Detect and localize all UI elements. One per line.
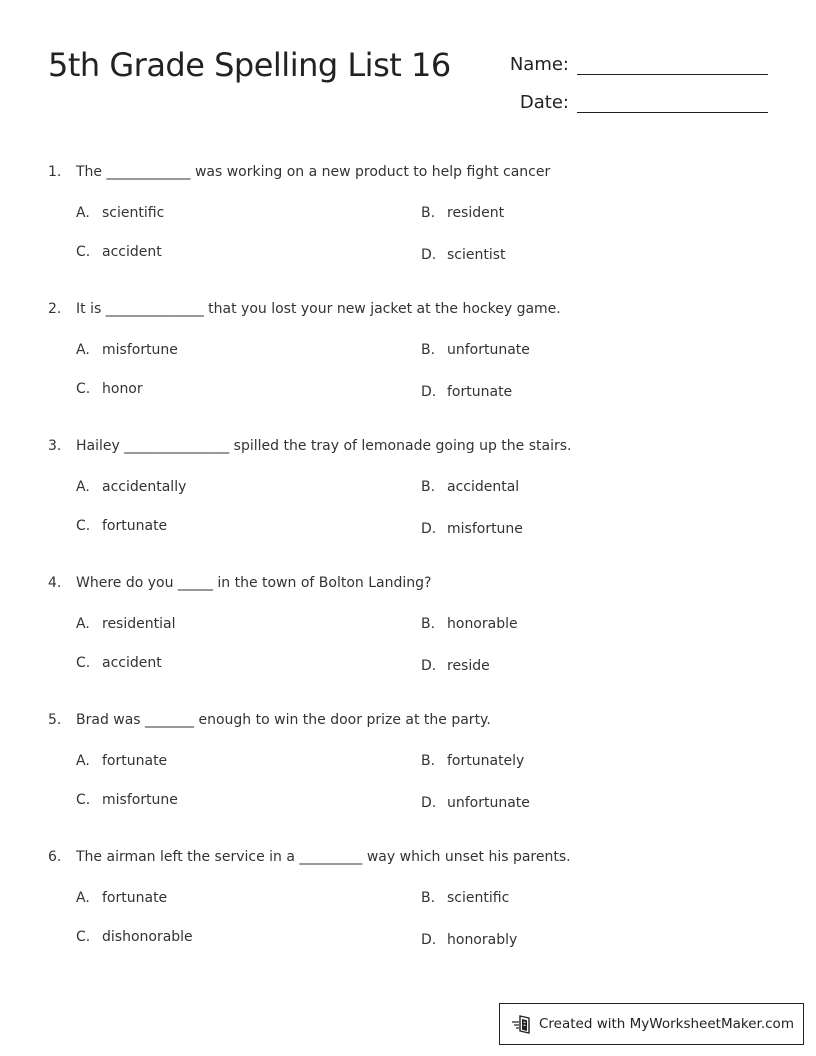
option-c <box>76 518 167 534</box>
question-text: The airman left the service in a _________ way which unset his parents. <box>76 849 571 865</box>
option-a <box>76 205 164 221</box>
question-stem <box>48 301 561 317</box>
option-text: residential <box>102 616 176 632</box>
option-b <box>421 616 518 632</box>
option-a <box>76 890 167 906</box>
option-letter: D. <box>421 384 437 400</box>
option-letter: A. <box>76 205 90 221</box>
option-text: misfortune <box>102 792 178 808</box>
question-stem <box>48 712 491 728</box>
question-text: It is ______________ that you lost your new jacket at the hockey game. <box>76 301 561 317</box>
question-number: 6. <box>48 849 62 865</box>
option-text: honorable <box>447 616 518 632</box>
option-text: accident <box>102 655 162 671</box>
option-text: fortunate <box>102 890 168 906</box>
option-d <box>421 932 517 948</box>
question-text: The ____________ was working on a new product to help fight cancer <box>76 164 551 180</box>
option-letter: C. <box>76 518 91 534</box>
option-letter: B. <box>421 616 436 632</box>
option-text: honor <box>102 381 143 397</box>
question-text: Where do you _____ in the town of Bolton Landing? <box>76 575 432 591</box>
option-letter: C. <box>76 929 91 945</box>
question-text: Brad was _______ enough to win the door prize at the party. <box>76 712 491 728</box>
name-line <box>577 52 768 75</box>
option-c <box>76 655 162 671</box>
option-text: honorably <box>447 932 518 948</box>
question-number: 1. <box>48 164 62 180</box>
question-stem <box>48 575 431 591</box>
option-text: unfortunate <box>447 795 530 811</box>
worksheet-maker-logo-icon <box>511 1013 533 1035</box>
question-stem <box>48 849 571 865</box>
option-text: unfortunate <box>447 342 530 358</box>
option-b <box>421 753 524 769</box>
question-text: Hailey _______________ spilled the tray of lemonade going up the stairs. <box>76 438 572 454</box>
option-d <box>421 384 512 400</box>
date-label: Date: <box>519 92 569 113</box>
option-b <box>421 890 509 906</box>
option-text: resident <box>447 205 505 221</box>
option-letter: D. <box>421 932 437 948</box>
option-text: fortunate <box>102 518 168 534</box>
option-b <box>421 205 504 221</box>
option-letter: C. <box>76 244 91 260</box>
option-letter: D. <box>421 658 437 674</box>
question-number: 5. <box>48 712 62 728</box>
option-b <box>421 479 519 495</box>
option-d <box>421 521 523 537</box>
option-text: reside <box>447 658 490 674</box>
option-letter: D. <box>421 521 437 537</box>
option-text: scientific <box>102 205 165 221</box>
option-text: accidental <box>447 479 520 495</box>
option-text: accidentally <box>102 479 187 495</box>
name-label: Name: <box>509 54 569 75</box>
option-letter: A. <box>76 479 90 495</box>
option-text: fortunate <box>447 384 513 400</box>
option-letter: B. <box>421 479 436 495</box>
option-c <box>76 929 193 945</box>
option-letter: A. <box>76 616 90 632</box>
option-letter: B. <box>421 890 436 906</box>
option-letter: B. <box>421 205 436 221</box>
option-text: misfortune <box>447 521 523 537</box>
option-letter: B. <box>421 753 436 769</box>
option-d <box>421 795 530 811</box>
option-text: misfortune <box>102 342 178 358</box>
option-letter: D. <box>421 247 437 263</box>
option-letter: C. <box>76 792 91 808</box>
question-stem <box>48 164 550 180</box>
option-b <box>421 342 530 358</box>
option-a <box>76 479 186 495</box>
option-text: scientific <box>447 890 510 906</box>
option-c <box>76 244 162 260</box>
option-a <box>76 342 178 358</box>
option-text: fortunately <box>447 753 525 769</box>
option-letter: D. <box>421 795 437 811</box>
option-text: dishonorable <box>102 929 193 945</box>
option-c <box>76 381 143 397</box>
date-field <box>520 90 768 113</box>
option-letter: A. <box>76 342 90 358</box>
footer-badge[interactable] <box>499 1003 804 1045</box>
option-text: scientist <box>447 247 506 263</box>
date-line <box>577 90 768 113</box>
option-letter: A. <box>76 890 90 906</box>
option-d <box>421 658 490 674</box>
option-letter: C. <box>76 381 91 397</box>
option-d <box>421 247 506 263</box>
question-stem <box>48 438 571 454</box>
option-letter: A. <box>76 753 90 769</box>
footer-text: Created with MyWorksheetMaker.com <box>539 1016 794 1032</box>
option-letter: B. <box>421 342 436 358</box>
question-number: 3. <box>48 438 62 454</box>
option-a <box>76 753 167 769</box>
question-number: 2. <box>48 301 62 317</box>
name-field <box>510 52 768 75</box>
option-c <box>76 792 178 808</box>
option-letter: C. <box>76 655 91 671</box>
option-text: accident <box>102 244 162 260</box>
question-number: 4. <box>48 575 62 591</box>
option-text: fortunate <box>102 753 168 769</box>
option-a <box>76 616 175 632</box>
page-title: 5th Grade Spelling List 16 <box>48 46 451 84</box>
